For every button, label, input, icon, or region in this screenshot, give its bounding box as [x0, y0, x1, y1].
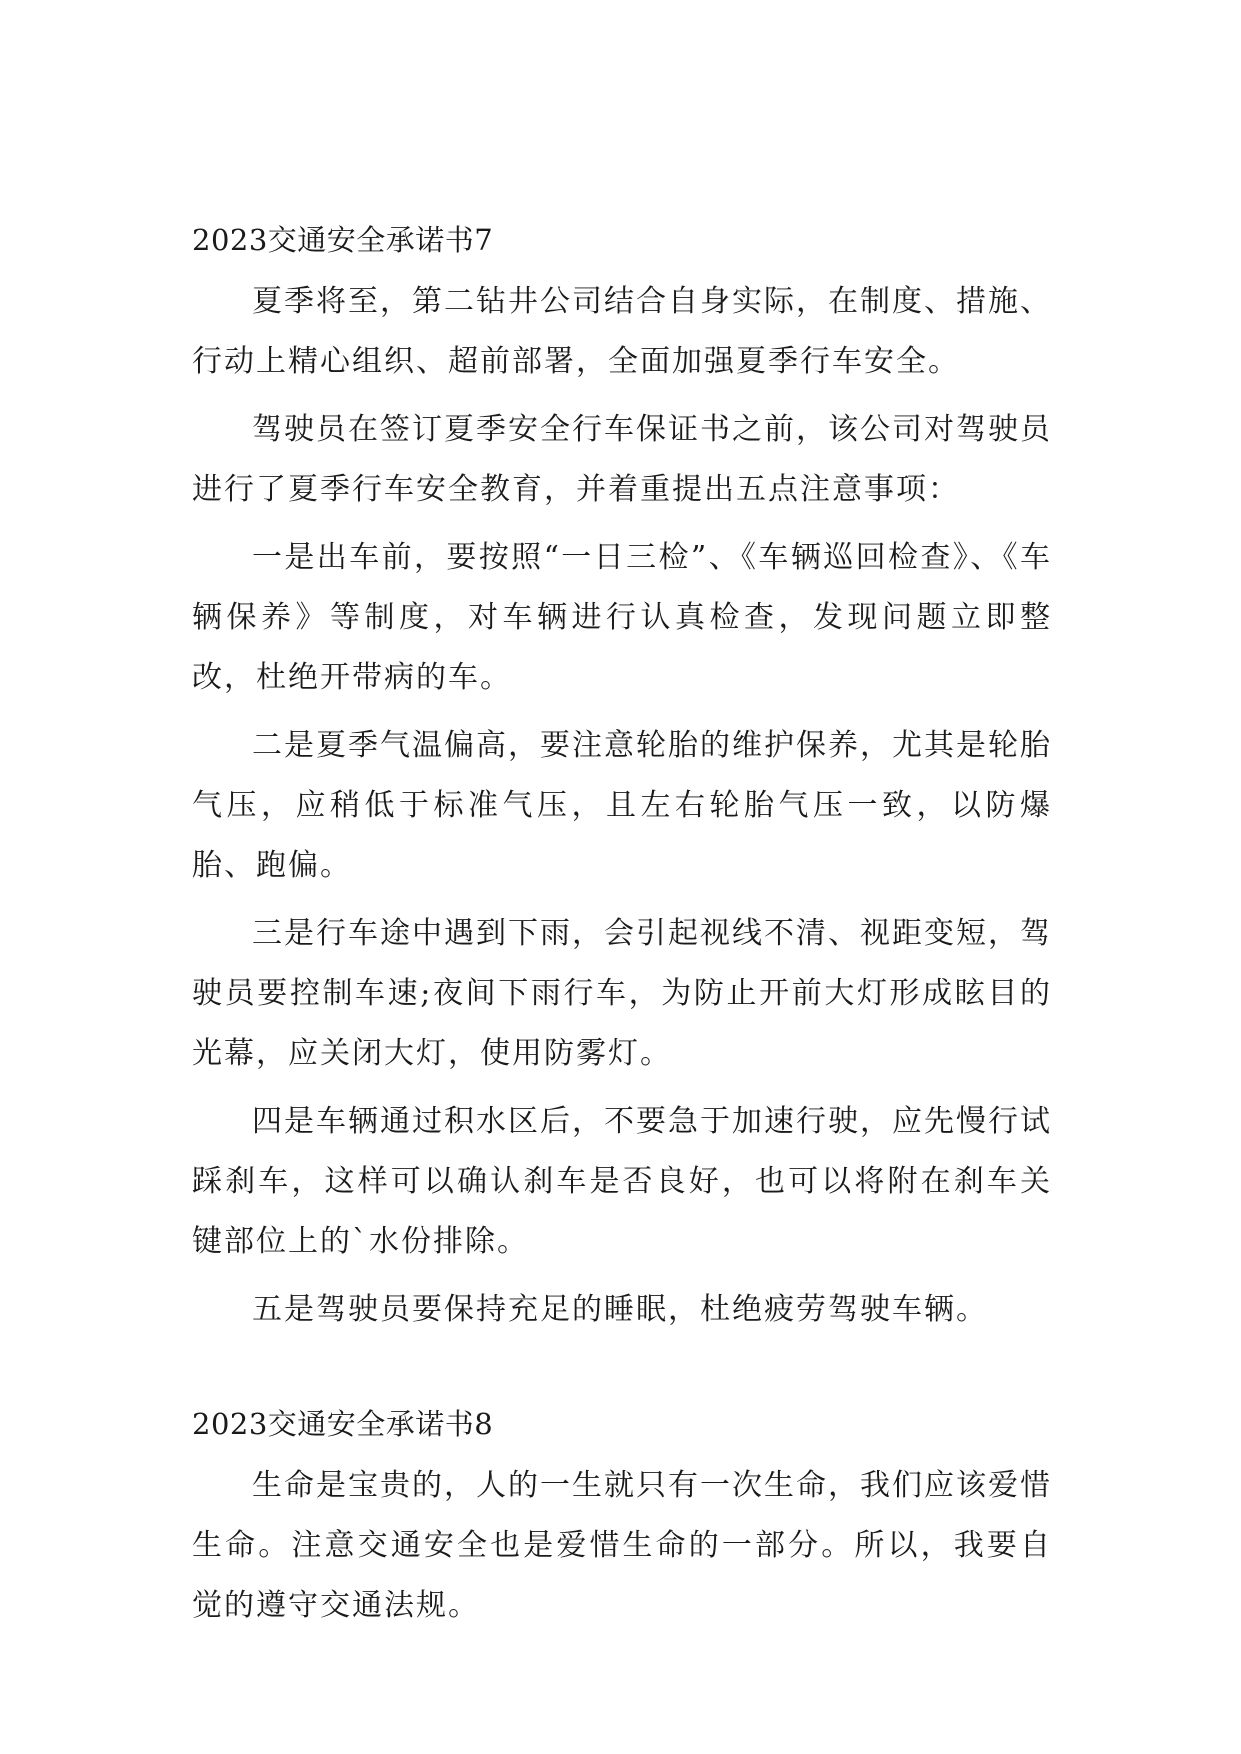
section-7 [192, 220, 1052, 1340]
section-8 [192, 1404, 1052, 1636]
paragraph: 三是行车途中遇到下雨，会引起视线不清、视距变短，驾驶员要控制车速;夜间下雨行车，为防止开前大灯形成眩目的光幕，应关闭大灯，使用防雾灯。 [192, 916, 1052, 1071]
paragraph: 四是车辆通过积水区后，不要急于加速行驶，应先慢行试踩刹车，这样可以确认刹车是否良好，也可以将附在刹车关键部位上的`水份排除。 [192, 1104, 1052, 1259]
paragraph: 驾驶员在签订夏季安全行车保证书之前，该公司对驾驶员进行了夏季行车安全教育，并着重提出五点注意事项： [192, 412, 1052, 507]
section-title: 2023交通安全承诺书8 [192, 1407, 494, 1441]
section-spacer [192, 1348, 1052, 1404]
paragraph: 生命是宝贵的，人的一生就只有一次生命，我们应该爱惜生命。注意交通安全也是爱惜生命的一部分。所以，我要自觉的遵守交通法规。 [192, 1468, 1052, 1623]
document-body [192, 220, 1052, 1644]
section-title: 2023交通安全承诺书7 [192, 223, 494, 257]
paragraph: 一是出车前，要按照“一日三检”、《车辆巡回检查》、《车辆保养》等制度，对车辆进行认真检查，发现问题立即整改，杜绝开带病的车。 [192, 540, 1052, 695]
paragraph: 二是夏季气温偏高，要注意轮胎的维护保养，尤其是轮胎气压，应稍低于标准气压，且左右轮胎气压一致，以防爆胎、跑偏。 [192, 728, 1052, 883]
paragraph: 夏季将至，第二钻井公司结合自身实际，在制度、措施、行动上精心组织、超前部署，全面加强夏季行车安全。 [192, 284, 1052, 379]
paragraph: 五是驾驶员要保持充足的睡眠，杜绝疲劳驾驶车辆。 [252, 1292, 988, 1327]
